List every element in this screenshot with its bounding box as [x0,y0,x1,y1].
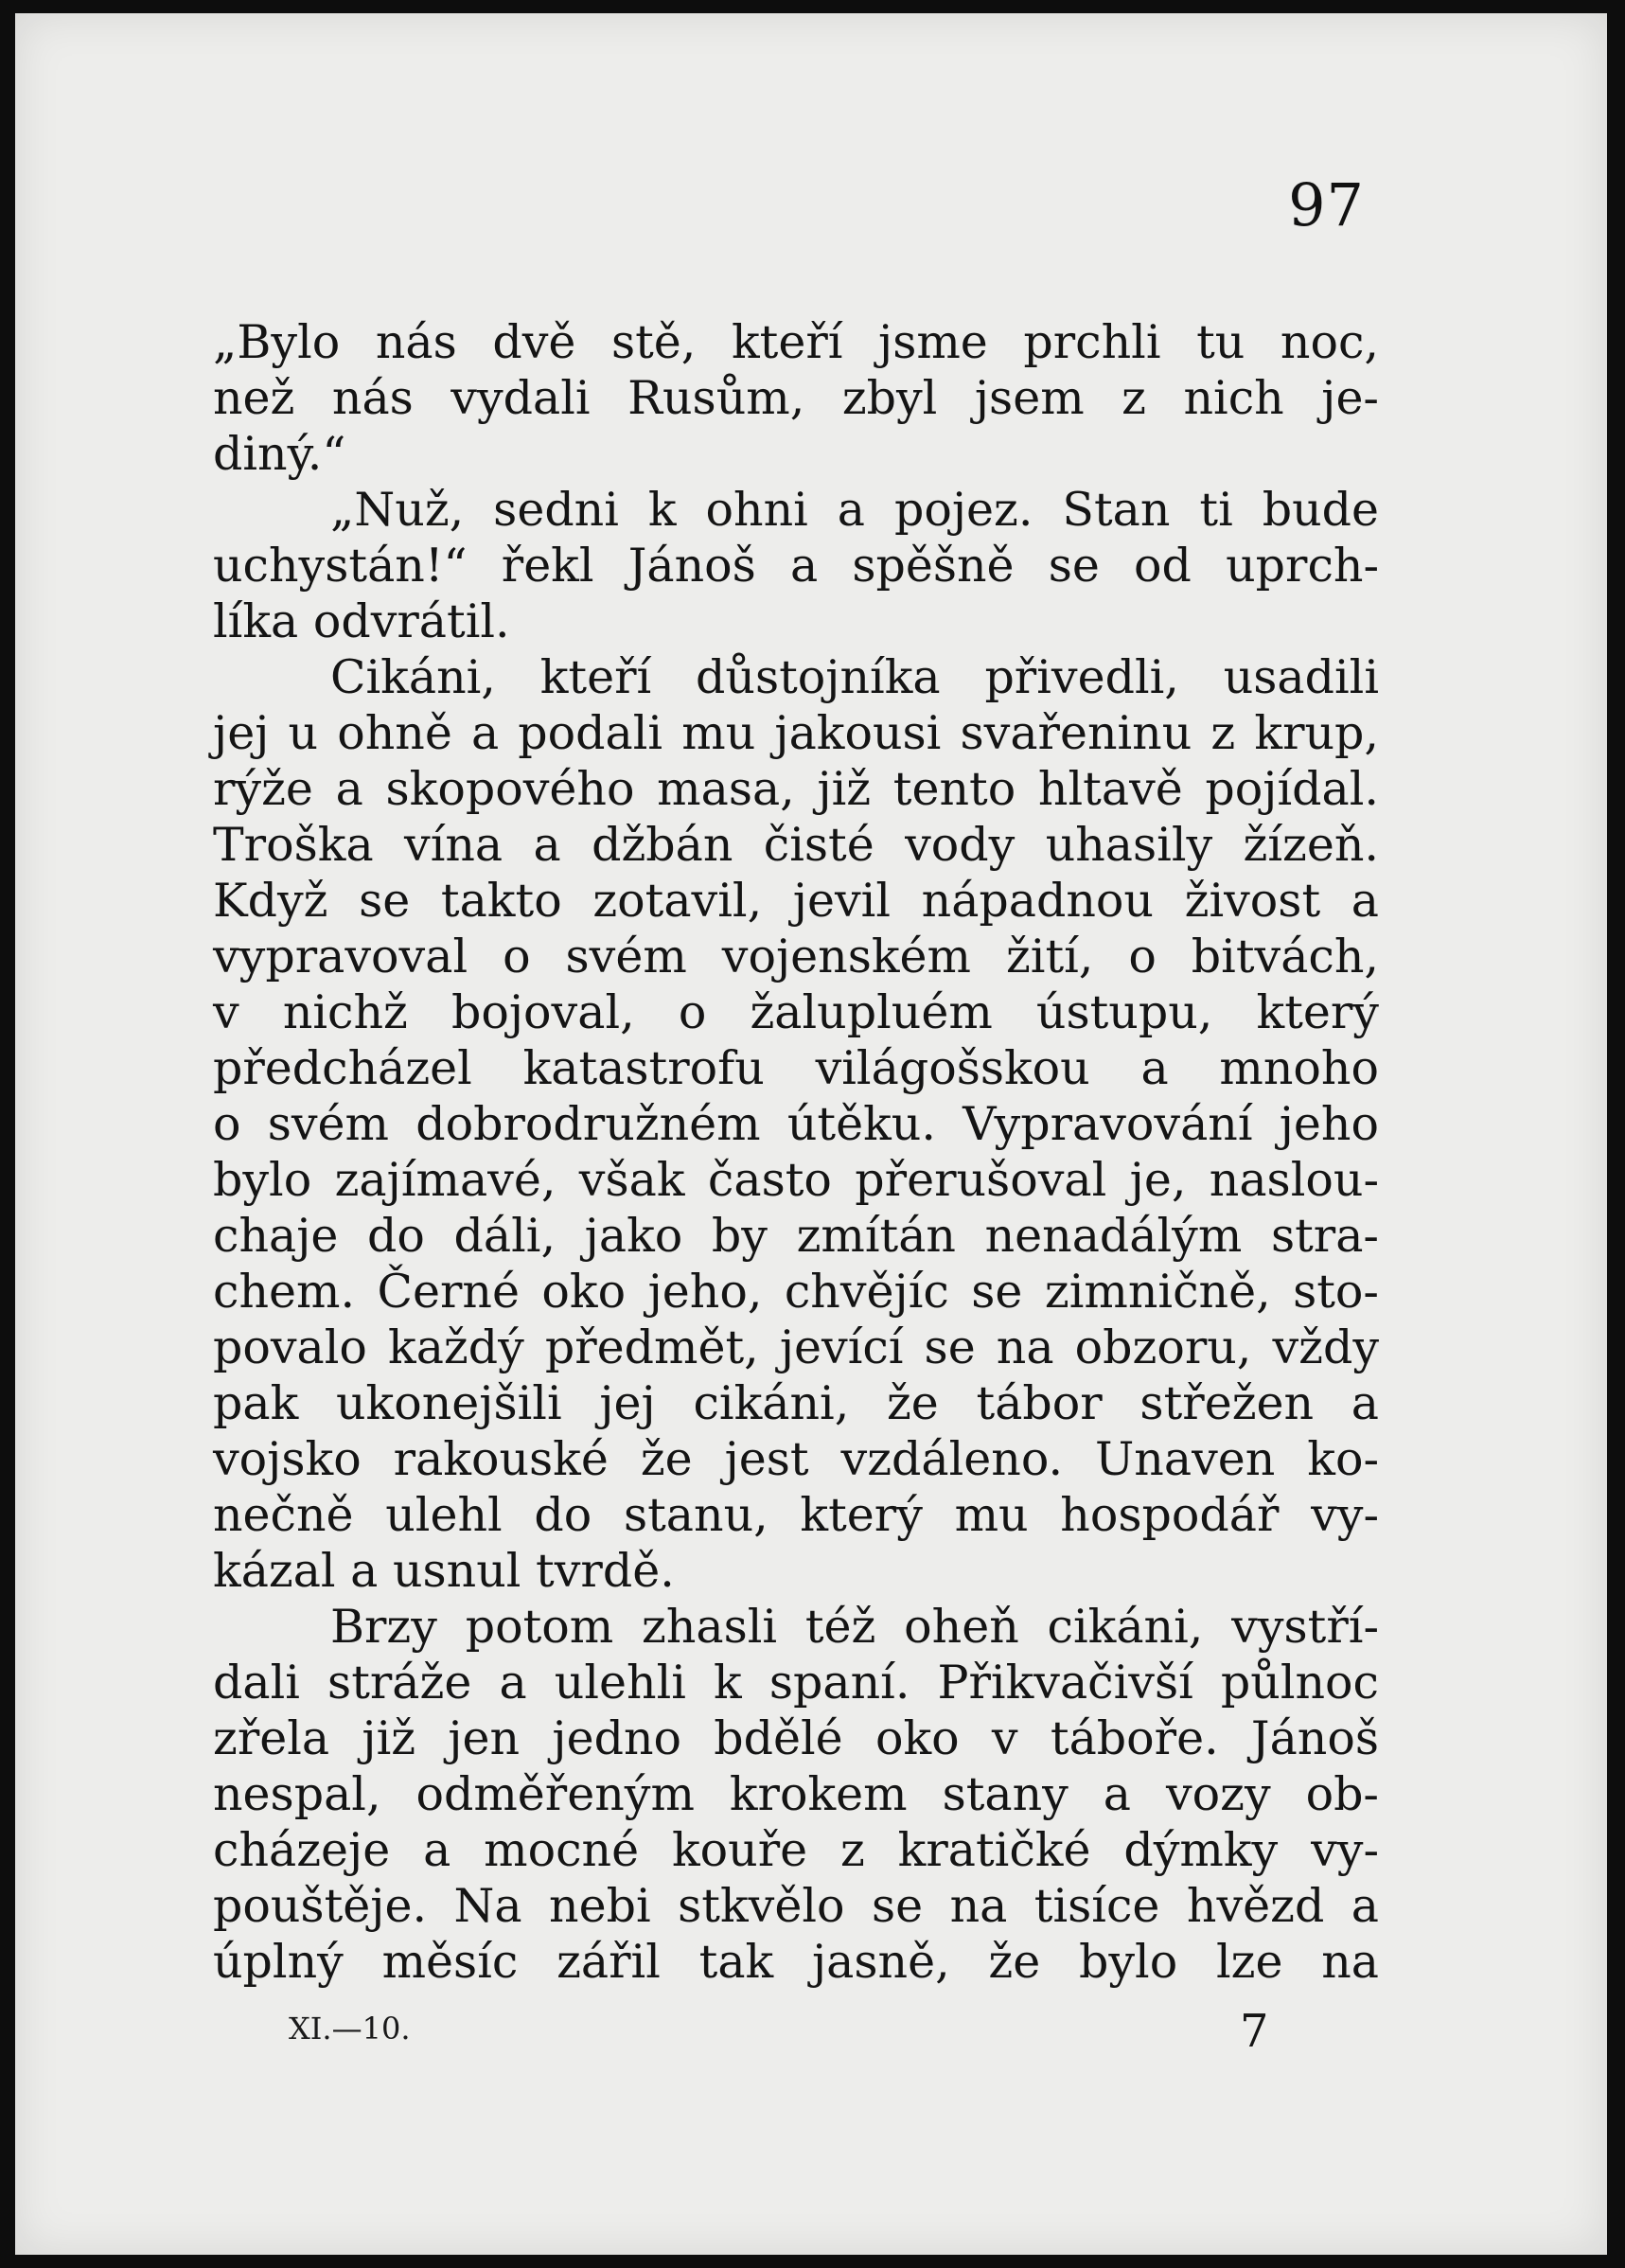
printer-signature-mark: XI.—10. [289,2011,411,2047]
text-line: diný.“ [213,427,346,481]
text-line: rýže a skopového masa, již tento hltavě pojídal. [213,762,1379,816]
text-line: chaje do dáli, jako by zmítán nenadálým stra- [213,1209,1379,1263]
sheet-number: 7 [1240,2005,1269,2058]
text-line: Brzy potom zhasli též oheň cikáni, vystří- [330,1600,1379,1654]
page-number: 97 [1288,170,1365,239]
text-line: „Nuž, sedni k ohni a pojez. Stan ti bude [330,483,1379,537]
text-line: povalo každý předmět, jevící se na obzoru, vždy [213,1320,1379,1374]
text-line: líka odvrátil. [213,594,510,648]
text-line: vypravoval o svém vojenském žití, o bitvách, [213,930,1379,983]
text-line: pak ukonejšili jej cikáni, že tábor střežen a [213,1376,1379,1430]
text-line: chem. Černé oko jeho, chvějíc se zimničně, sto- [213,1265,1379,1319]
text-line: Troška vína a džbán čisté vody uhasily žízeň. [213,818,1379,872]
body-text [213,314,1379,1990]
text-line: „Bylo nás dvě stě, kteří jsme prchli tu noc, [213,315,1379,369]
text-line: o svém dobrodružném útěku. Vypravování jeho [213,1097,1379,1151]
text-line: dali stráže a ulehli k spaní. Přikvačivší půlnoc [213,1656,1379,1710]
text-line: uchystán!“ řekl Jánoš a spěšně se od uprch- [213,539,1379,593]
text-line: Cikáni, kteří důstojníka přivedli, usadili [330,650,1379,704]
text-line: kázal a usnul tvrdě. [213,1544,675,1598]
text-line: vojsko rakouské že jest vzdáleno. Unaven ko- [213,1432,1379,1486]
book-page [15,13,1607,2255]
text-line: v nichž bojoval, o žalupluém ústupu, který [213,985,1379,1039]
text-line: jej u ohně a podali mu jakousi svařeninu z krup, [213,706,1379,760]
text-line: nečně ulehl do stanu, který mu hospodář vy- [213,1488,1379,1542]
text-line: pouštěje. Na nebi stkvělo se na tisíce hvězd a [213,1879,1379,1933]
text-line: úplný měsíc zářil tak jasně, že bylo lze na [213,1935,1379,1989]
text-line: Když se takto zotavil, jevil nápadnou živost a [213,874,1379,928]
text-line: nespal, odměřeným krokem stany a vozy ob- [213,1767,1379,1821]
text-line: bylo zajímavé, však často přerušoval je, naslou- [213,1153,1379,1207]
text-line: než nás vydali Rusům, zbyl jsem z nich je- [213,371,1379,425]
text-line: cházeje a mocné kouře z kratičké dýmky vy- [213,1823,1379,1877]
text-line: zřela již jen jedno bdělé oko v táboře. Jánoš [213,1711,1379,1765]
text-line: předcházel katastrofu világošskou a mnoho [213,1041,1379,1095]
